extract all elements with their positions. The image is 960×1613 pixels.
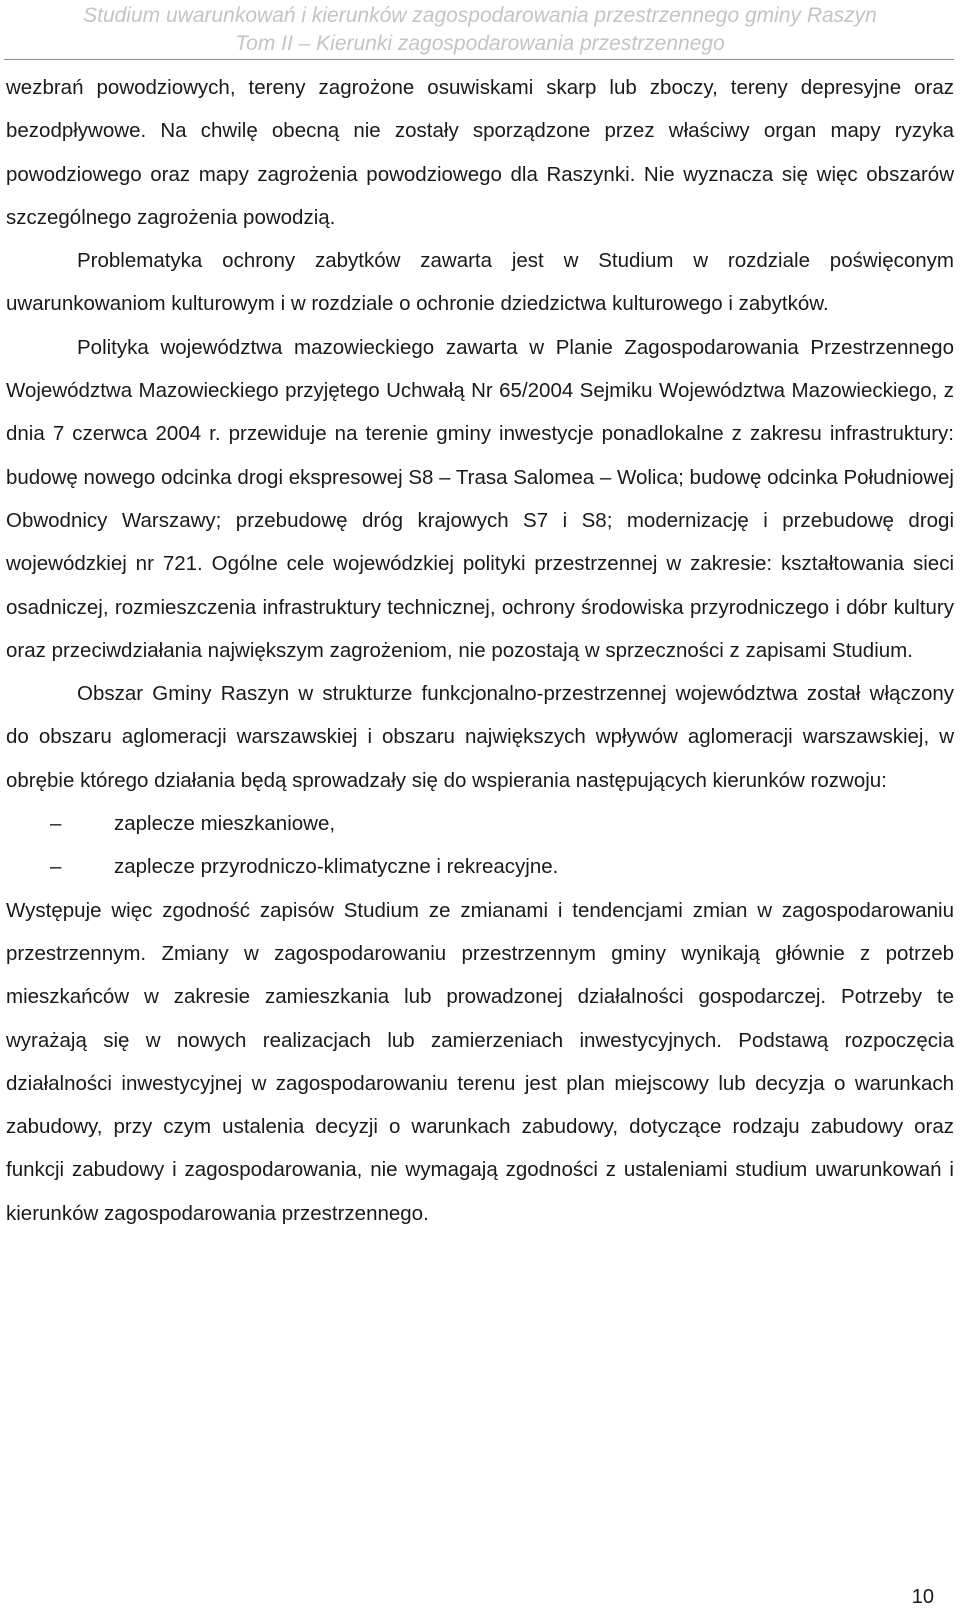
- dash-bullet: –: [50, 855, 62, 879]
- header-title: Studium uwarunkowań i kierunków zagospodarowania przestrzennego gminy Raszyn: [83, 4, 877, 27]
- paragraph-flood-zones: wezbrań powodziowych, tereny zagrożone osuwiskami skarp lub zboczy, tereny depresyjne oraz bezodpływowe. Na chwilę obecną nie zostały sporządzone przez właściwy organ mapy ryzyka powodziowego oraz mapy zagrożenia powodziowego dla Raszynki. Nie wyznacza się więc obszarów szczególnego zagrożenia powodzią.: [6, 76, 954, 229]
- list-item-text: zaplecze przyrodniczo-klimatyczne i rekreacyjne.: [114, 855, 559, 879]
- list-item-text: zaplecze mieszkaniowe,: [114, 812, 336, 836]
- page-body: [6, 66, 954, 1235]
- running-header: [0, 2, 960, 58]
- paragraph-voivodeship-policy: Polityka województwa mazowieckiego zawarta w Planie Zagospodarowania Przestrzennego Województwa Mazowieckiego przyjętego Uchwałą Nr 65/2004 Sejmiku Województwa Mazowieckiego, z dnia 7 czerwca 2004 r. przewiduje na terenie gminy inwestycje ponadlokalne z zakresu infrastruktury: budowę nowego odcinka drogi ekspresowej S8 – Trasa Salomea – Wolica; budowę odcinka Południowej Obwodnicy Warszawy; przebudowę dróg krajowych S7 i S8; modernizację i przebudowę drogi wojewódzkiej nr 721. Ogólne cele wojewódzkiej polityki przestrzennej w zakresie: kształtowania sieci osadniczej, rozmieszczenia infrastruktury technicznej, ochrony środowiska przyrodniczego i dóbr kultury oraz przeciwdziałania największym zagrożeniom, nie pozostają w sprzeczności z zapisami Studium.: [6, 335, 954, 662]
- paragraph-compliance: Występuje więc zgodność zapisów Studium ze zmianami i tendencjami zmian w zagospodarowaniu przestrzennym. Zmiany w zagospodarowaniu przestrzennym gminy wynikają głównie z potrzeb mieszkańców w zakresie zamieszkania lub prowadzonej działalności gospodarczej. Potrzeby te wyrażają się w nowych realizacjach lub zamierzeniach inwestycyjnych. Podstawą rozpoczęcia działalności inwestycyjnej w zagospodarowaniu terenu jest plan miejscowy lub decyzja o warunkach zabudowy, przy czym ustalenia decyzji o warunkach zabudowy, dotyczące rodzaju zabudowy oraz funkcji zabudowy i zagospodarowania, nie wymagają zgodności z ustaleniami studium uwarunkowań i kierunków zagospodarowania przestrzennego.: [6, 898, 954, 1225]
- dash-bullet: –: [50, 812, 62, 836]
- list-item: [6, 845, 954, 888]
- header-subtitle: Tom II – Kierunki zagospodarowania przestrzennego: [235, 32, 725, 55]
- list-item: [6, 802, 954, 845]
- page-number: 10: [911, 1586, 934, 1608]
- development-directions-list: [6, 802, 954, 889]
- paragraph-monuments: Problematyka ochrony zabytków zawarta jest w Studium w rozdziale poświęconym uwarunkowaniom kulturowym i w rozdziale o ochronie dziedzictwa kulturowego i zabytków.: [6, 249, 954, 316]
- paragraph-functional-structure: Obszar Gminy Raszyn w strukturze funkcjonalno-przestrzennej województwa został włączony do obszaru aglomeracji warszawskiej i obszaru największych wpływów aglomeracji warszawskiej, w obrębie którego działania będą sprowadzały się do wspierania następujących kierunków rozwoju:: [6, 682, 954, 792]
- header-divider: [4, 59, 954, 60]
